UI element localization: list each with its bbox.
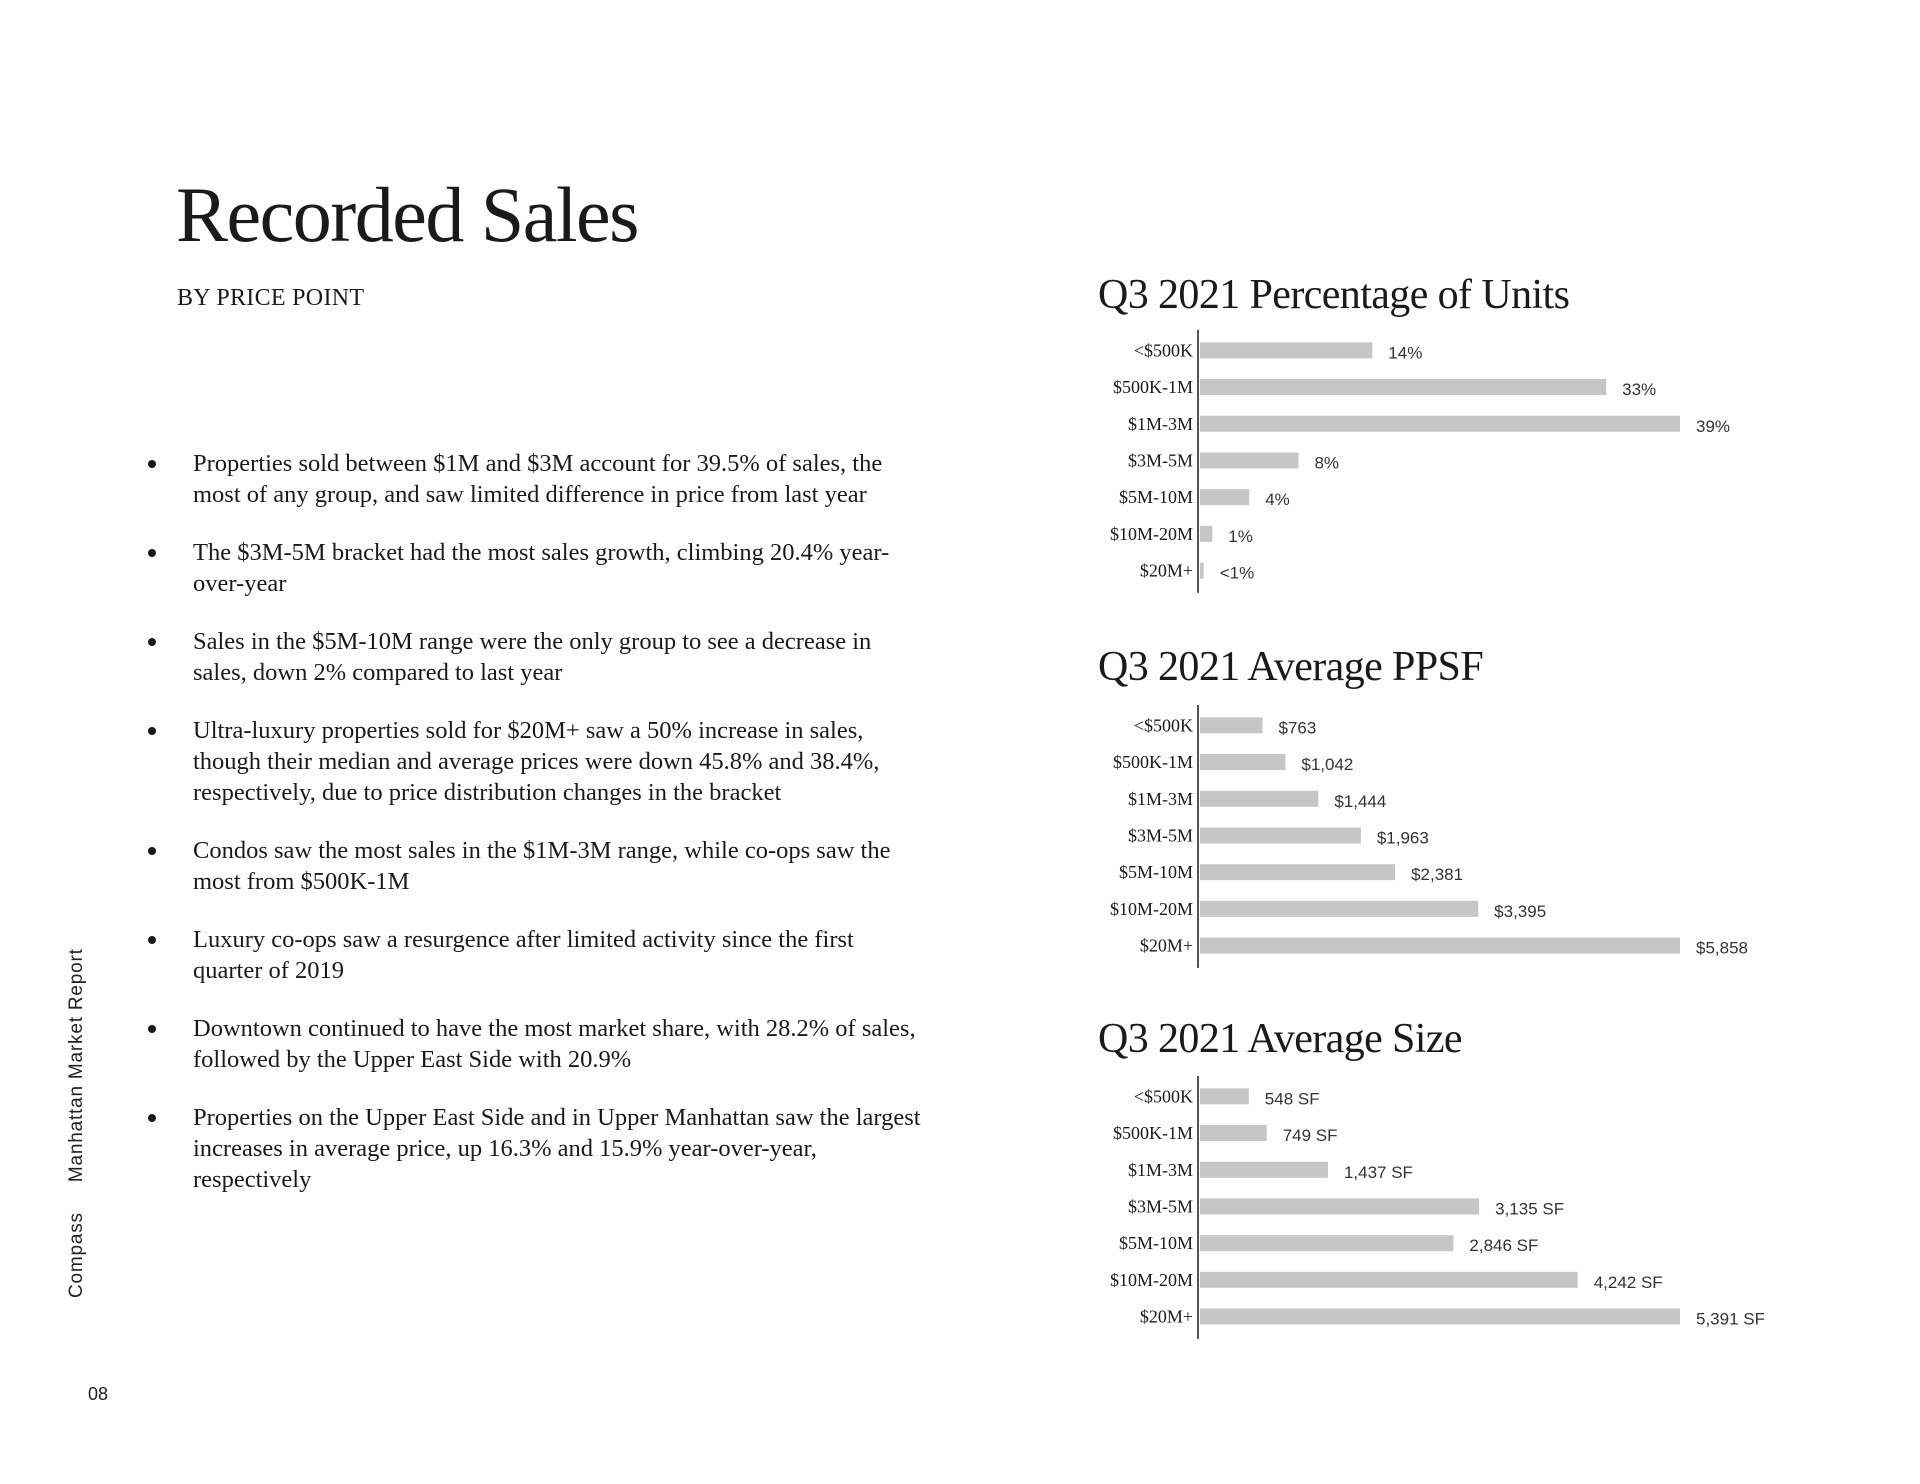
bullet-dot-icon [148,638,156,646]
value-label: $1,963 [1376,828,1429,848]
category-label: $20M+ [1139,935,1193,956]
category-label: $10M-20M [1109,898,1193,919]
bar [1200,379,1606,395]
category-label: $20M+ [1139,1306,1193,1327]
bar [1200,526,1212,542]
chart-svg [1098,705,1798,971]
value-label: 548 SF [1264,1089,1320,1109]
bar [1200,901,1478,917]
value-label: 2,846 SF [1469,1236,1539,1256]
value-label: 749 SF [1282,1126,1338,1146]
side-report-label [66,948,88,1298]
category-label: $1M-3M [1127,1159,1193,1180]
value-label: <1% [1219,563,1255,583]
bar [1200,1088,1249,1104]
page-number: 08 [88,1384,109,1404]
category-label: $500K-1M [1113,377,1193,398]
bullet-dot-icon [148,1114,156,1122]
category-label: $20M+ [1139,560,1193,581]
page-subtitle: BY PRICE POINT [177,285,365,311]
bullet-item [144,924,923,986]
value-label: $763 [1278,718,1317,738]
chart-svg [1098,1076,1798,1342]
bullet-dot-icon [148,1025,156,1033]
bullet-list [144,448,944,1222]
bullet-text: Sales in the $5M-10M range were the only group to see a decrease in sales, down 2% compared to last year [193,628,872,686]
bullet-dot-icon [148,549,156,557]
bar [1200,1125,1267,1141]
bar [1200,938,1680,954]
report-name: Manhattan Market Report [66,948,87,1183]
value-label: 33% [1622,380,1657,400]
value-label: $1,042 [1301,755,1354,775]
bullet-text: Luxury co-ops saw a resurgence after limited activity since the first quarter of 2019 [193,926,854,984]
value-label: $5,858 [1696,938,1748,958]
category-label: $3M-5M [1127,450,1193,471]
bullet-text: The $3M-5M bracket had the most sales growth, climbing 20.4% year-over-year [193,539,890,597]
bar [1200,754,1285,770]
bullet-item [144,835,923,897]
bar [1200,717,1263,733]
category-label: $500K-1M [1113,1123,1193,1144]
category-label: $10M-20M [1109,1269,1193,1290]
bullet-item [144,626,923,688]
value-label: $3,395 [1494,901,1547,921]
category-label: $5M-10M [1118,487,1193,508]
value-label: 4% [1265,490,1290,510]
value-label: $2,381 [1411,865,1464,885]
bullet-dot-icon [148,727,156,735]
bullet-text: Ultra-luxury properties sold for $20M+ saw a 50% increase in sales, though their median and average prices were down 45.8% and 38.4%, respectively, due to price distribution changes in the bracket [193,717,880,806]
bullet-item [144,1102,923,1195]
bullet-text: Properties on the Upper East Side and in Upper Manhattan saw the largest increases in average price, up 16.3% and 15.9% year-over-year, respectively [193,1104,921,1193]
category-label: <$500K [1133,340,1193,361]
category-label: $10M-20M [1109,523,1193,544]
bar [1200,1198,1479,1214]
bullet-item [144,537,923,599]
category-label: $3M-5M [1127,1196,1193,1217]
chart-title: Q3 2021 Percentage of Units [1098,272,1570,318]
value-label: 3,135 SF [1495,1199,1565,1219]
bar [1200,1162,1328,1178]
bar [1200,489,1249,505]
bar [1200,416,1680,432]
bar [1200,1272,1578,1288]
bar [1200,864,1395,880]
category-label: $3M-5M [1127,825,1193,846]
bullet-item [144,1013,923,1075]
bullet-item [144,448,923,510]
chart-title: Q3 2021 Average PPSF [1098,644,1484,690]
category-label: $5M-10M [1118,1233,1193,1254]
bullet-text: Condos saw the most sales in the $1M-3M range, while co-ops saw the most from $500K-1M [193,837,891,895]
value-label: 14% [1388,343,1423,363]
value-label: 8% [1314,453,1340,473]
bar [1200,342,1372,358]
chart-svg [1098,330,1798,596]
value-label: 4,242 SF [1593,1272,1663,1292]
bar [1200,452,1298,468]
page-title: Recorded Sales [176,171,639,258]
bar [1200,791,1318,807]
value-label: 1% [1228,526,1253,546]
category-label: $500K-1M [1113,752,1193,773]
category-label: $1M-3M [1127,413,1193,434]
category-label: <$500K [1133,1086,1193,1107]
bullet-text: Downtown continued to have the most market share, with 28.2% of sales, followed by the Upper East Side with 20.9% [193,1015,916,1073]
chart-title: Q3 2021 Average Size [1098,1016,1462,1062]
value-label: 5,391 SF [1696,1309,1765,1329]
bullet-dot-icon [148,460,156,468]
category-label: $1M-3M [1127,788,1193,809]
bullet-dot-icon [148,847,156,855]
brand-name: Compass [66,1212,87,1298]
bar [1200,1235,1453,1251]
bar [1200,827,1361,843]
value-label: 1,437 SF [1343,1162,1413,1182]
category-label: <$500K [1133,715,1193,736]
bar [1200,1309,1680,1325]
bullet-dot-icon [148,936,156,944]
bar [1200,563,1204,579]
value-label: 39% [1696,416,1731,436]
category-label: $5M-10M [1118,862,1193,883]
bullet-text: Properties sold between $1M and $3M account for 39.5% of sales, the most of any group, and saw limited difference in price from last year [193,450,883,508]
value-label: $1,444 [1334,791,1387,811]
bullet-item [144,715,923,808]
